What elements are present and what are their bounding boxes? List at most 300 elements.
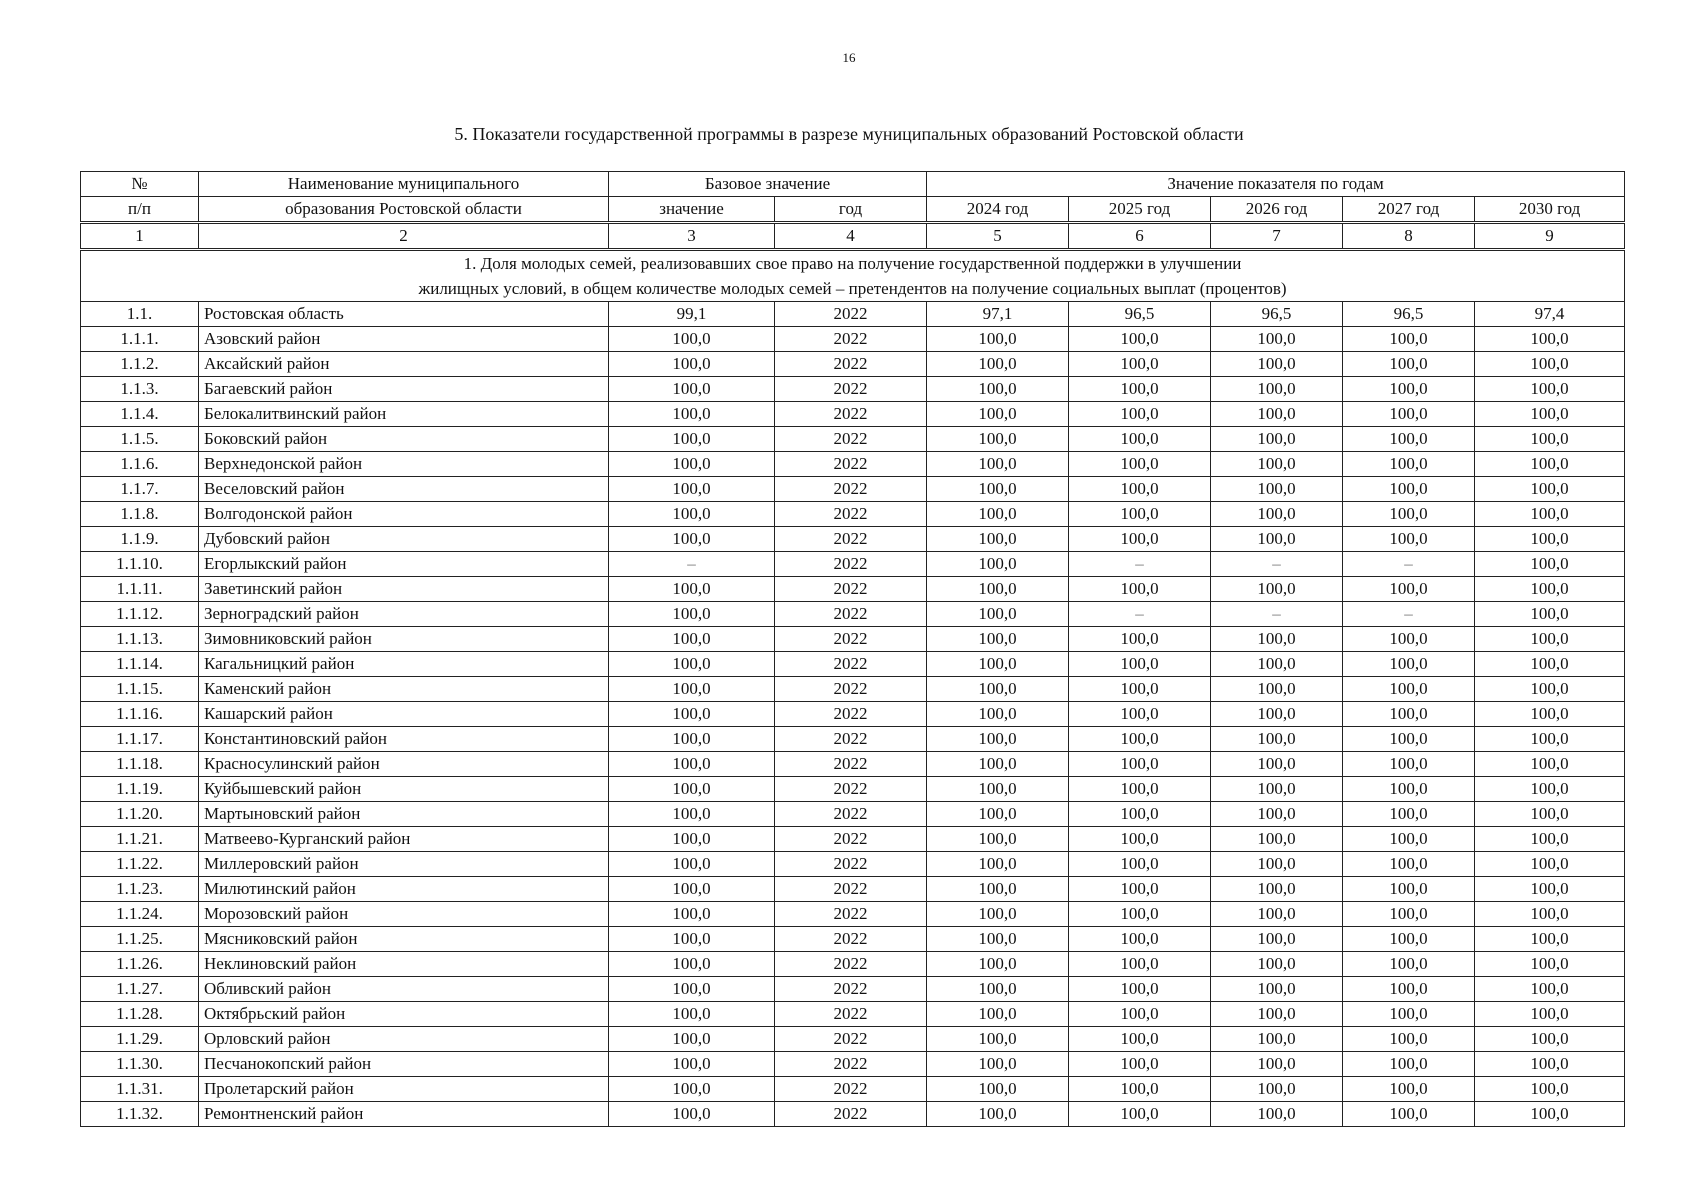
value-2027: 100,0 (1343, 977, 1475, 1002)
table-row (81, 502, 1625, 527)
column-number: 9 (1475, 223, 1625, 250)
value-2026: – (1211, 552, 1343, 577)
value-2027: 100,0 (1343, 727, 1475, 752)
value-2026: – (1211, 602, 1343, 627)
value-2027: 100,0 (1343, 852, 1475, 877)
row-number: 1.1.23. (81, 877, 199, 902)
section-heading-row (81, 250, 1625, 302)
value-2024: 100,0 (927, 577, 1069, 602)
value-2027: – (1343, 552, 1475, 577)
value-2027: 100,0 (1343, 377, 1475, 402)
table-row (81, 927, 1625, 952)
base-value: 100,0 (609, 352, 775, 377)
base-value: 100,0 (609, 402, 775, 427)
base-year: 2022 (775, 652, 927, 677)
value-2024: 100,0 (927, 777, 1069, 802)
header-base-value: значение (609, 197, 775, 223)
municipality-name: Ростовская область (199, 302, 609, 327)
value-2026: 100,0 (1211, 1102, 1343, 1127)
column-number: 1 (81, 223, 199, 250)
value-2030: 100,0 (1475, 852, 1625, 877)
base-year: 2022 (775, 677, 927, 702)
header-year: 2027 год (1343, 197, 1475, 223)
value-2026: 100,0 (1211, 327, 1343, 352)
row-number: 1.1.4. (81, 402, 199, 427)
value-2024: 100,0 (927, 602, 1069, 627)
value-2030: 100,0 (1475, 627, 1625, 652)
value-2024: 100,0 (927, 852, 1069, 877)
base-value: – (609, 552, 775, 577)
base-year: 2022 (775, 802, 927, 827)
header-number: № (81, 172, 199, 197)
table-row (81, 952, 1625, 977)
value-2030: 100,0 (1475, 652, 1625, 677)
base-year: 2022 (775, 602, 927, 627)
value-2027: 100,0 (1343, 952, 1475, 977)
value-2025: 100,0 (1069, 577, 1211, 602)
base-value: 100,0 (609, 677, 775, 702)
value-2026: 100,0 (1211, 977, 1343, 1002)
value-2025: 100,0 (1069, 727, 1211, 752)
row-number: 1.1.22. (81, 852, 199, 877)
value-2026: 100,0 (1211, 902, 1343, 927)
section-heading-line: жилищных условий, в общем количестве молодых семей – претендентов на получение социальных выплат (процентов) (418, 279, 1287, 298)
base-value: 100,0 (609, 1077, 775, 1102)
value-2026: 100,0 (1211, 577, 1343, 602)
municipality-name: Неклиновский район (199, 952, 609, 977)
value-2024: 100,0 (927, 752, 1069, 777)
row-number: 1.1.17. (81, 727, 199, 752)
value-2027: 100,0 (1343, 1102, 1475, 1127)
base-year: 2022 (775, 977, 927, 1002)
value-2027: 100,0 (1343, 702, 1475, 727)
value-2025: 100,0 (1069, 502, 1211, 527)
row-number: 1.1.19. (81, 777, 199, 802)
table-row (81, 902, 1625, 927)
value-2030: 100,0 (1475, 527, 1625, 552)
value-2024: 100,0 (927, 802, 1069, 827)
municipality-name: Дубовский район (199, 527, 609, 552)
table-row (81, 402, 1625, 427)
table-row (81, 852, 1625, 877)
value-2030: 100,0 (1475, 777, 1625, 802)
value-2025: 100,0 (1069, 1102, 1211, 1127)
base-year: 2022 (775, 902, 927, 927)
value-2027: 100,0 (1343, 527, 1475, 552)
table-row (81, 752, 1625, 777)
value-2030: 100,0 (1475, 577, 1625, 602)
base-value: 100,0 (609, 977, 775, 1002)
municipality-name: Орловский район (199, 1027, 609, 1052)
value-2027: 100,0 (1343, 1002, 1475, 1027)
value-2027: 100,0 (1343, 577, 1475, 602)
base-year: 2022 (775, 952, 927, 977)
value-2026: 100,0 (1211, 777, 1343, 802)
value-2030: 100,0 (1475, 877, 1625, 902)
base-value: 100,0 (609, 477, 775, 502)
value-2025: 100,0 (1069, 752, 1211, 777)
table-row (81, 477, 1625, 502)
value-2024: 100,0 (927, 952, 1069, 977)
row-number: 1.1.20. (81, 802, 199, 827)
value-2030: 97,4 (1475, 302, 1625, 327)
base-value: 100,0 (609, 802, 775, 827)
header-name: Наименование муниципального (199, 172, 609, 197)
base-year: 2022 (775, 627, 927, 652)
table-row (81, 827, 1625, 852)
value-2025: 100,0 (1069, 327, 1211, 352)
base-year: 2022 (775, 427, 927, 452)
value-2027: 100,0 (1343, 1077, 1475, 1102)
municipality-name: Каменский район (199, 677, 609, 702)
value-2024: 100,0 (927, 1052, 1069, 1077)
base-year: 2022 (775, 1027, 927, 1052)
base-value: 100,0 (609, 377, 775, 402)
base-value: 100,0 (609, 1002, 775, 1027)
value-2024: 100,0 (927, 1102, 1069, 1127)
value-2026: 100,0 (1211, 652, 1343, 677)
value-2026: 100,0 (1211, 852, 1343, 877)
value-2024: 100,0 (927, 377, 1069, 402)
row-number: 1.1.15. (81, 677, 199, 702)
municipality-name: Кагальницкий район (199, 652, 609, 677)
base-value: 100,0 (609, 827, 775, 852)
row-number: 1.1.28. (81, 1002, 199, 1027)
value-2024: 100,0 (927, 977, 1069, 1002)
value-2030: 100,0 (1475, 427, 1625, 452)
value-2024: 100,0 (927, 327, 1069, 352)
base-year: 2022 (775, 1052, 927, 1077)
page-number: 16 (842, 50, 856, 65)
value-2024: 100,0 (927, 827, 1069, 852)
value-2024: 100,0 (927, 502, 1069, 527)
value-2025: 100,0 (1069, 777, 1211, 802)
value-2025: 100,0 (1069, 1027, 1211, 1052)
table-row (81, 777, 1625, 802)
base-value: 100,0 (609, 627, 775, 652)
base-year: 2022 (775, 352, 927, 377)
value-2024: 100,0 (927, 1027, 1069, 1052)
base-year: 2022 (775, 827, 927, 852)
value-2027: 100,0 (1343, 927, 1475, 952)
base-year: 2022 (775, 852, 927, 877)
base-value: 100,0 (609, 427, 775, 452)
value-2030: 100,0 (1475, 1102, 1625, 1127)
column-number: 2 (199, 223, 609, 250)
row-number: 1.1.26. (81, 952, 199, 977)
table-row (81, 327, 1625, 352)
value-2026: 100,0 (1211, 402, 1343, 427)
value-2024: 100,0 (927, 527, 1069, 552)
base-year: 2022 (775, 302, 927, 327)
base-value: 100,0 (609, 927, 775, 952)
value-2026: 100,0 (1211, 377, 1343, 402)
municipality-name: Заветинский район (199, 577, 609, 602)
base-value: 100,0 (609, 652, 775, 677)
municipality-name: Веселовский район (199, 477, 609, 502)
value-2025: 100,0 (1069, 827, 1211, 852)
value-2027: 100,0 (1343, 827, 1475, 852)
municipality-name: Пролетарский район (199, 1077, 609, 1102)
base-year: 2022 (775, 327, 927, 352)
row-number: 1.1.32. (81, 1102, 199, 1127)
base-value: 100,0 (609, 527, 775, 552)
base-value: 100,0 (609, 727, 775, 752)
row-number: 1.1.27. (81, 977, 199, 1002)
municipality-name: Морозовский район (199, 902, 609, 927)
value-2026: 100,0 (1211, 1002, 1343, 1027)
table-row (81, 1002, 1625, 1027)
base-year: 2022 (775, 577, 927, 602)
base-value: 100,0 (609, 877, 775, 902)
municipality-name: Мартыновский район (199, 802, 609, 827)
value-2025: 100,0 (1069, 527, 1211, 552)
base-year: 2022 (775, 377, 927, 402)
section-heading-line: 1. Доля молодых семей, реализовавших свое право на получение государственной поддержки в улучшении (463, 254, 1242, 273)
base-year: 2022 (775, 702, 927, 727)
row-number: 1.1.3. (81, 377, 199, 402)
table-row (81, 602, 1625, 627)
value-2026: 100,0 (1211, 352, 1343, 377)
base-year: 2022 (775, 477, 927, 502)
row-number: 1.1.18. (81, 752, 199, 777)
value-2025: 100,0 (1069, 977, 1211, 1002)
indicators-table (80, 171, 1625, 1127)
row-number: 1.1.16. (81, 702, 199, 727)
value-2024: 100,0 (927, 652, 1069, 677)
value-2027: 100,0 (1343, 452, 1475, 477)
value-2030: 100,0 (1475, 402, 1625, 427)
value-2027: 100,0 (1343, 802, 1475, 827)
value-2030: 100,0 (1475, 677, 1625, 702)
value-2025: 100,0 (1069, 377, 1211, 402)
base-year: 2022 (775, 877, 927, 902)
value-2025: 100,0 (1069, 902, 1211, 927)
value-2027: 100,0 (1343, 902, 1475, 927)
value-2030: 100,0 (1475, 352, 1625, 377)
base-year: 2022 (775, 552, 927, 577)
municipality-name: Мясниковский район (199, 927, 609, 952)
value-2025: 100,0 (1069, 677, 1211, 702)
base-value: 100,0 (609, 1102, 775, 1127)
municipality-name: Верхнедонской район (199, 452, 609, 477)
value-2026: 100,0 (1211, 1052, 1343, 1077)
value-2026: 100,0 (1211, 452, 1343, 477)
municipality-name: Белокалитвинский район (199, 402, 609, 427)
value-2027: 100,0 (1343, 627, 1475, 652)
value-2027: 100,0 (1343, 677, 1475, 702)
base-year: 2022 (775, 527, 927, 552)
value-2027: 100,0 (1343, 777, 1475, 802)
value-2030: 100,0 (1475, 977, 1625, 1002)
value-2025: 96,5 (1069, 302, 1211, 327)
value-2025: 100,0 (1069, 627, 1211, 652)
column-number: 4 (775, 223, 927, 250)
municipality-name: Куйбышевский район (199, 777, 609, 802)
base-year: 2022 (775, 927, 927, 952)
base-year: 2022 (775, 752, 927, 777)
row-number: 1.1.29. (81, 1027, 199, 1052)
base-value: 100,0 (609, 1052, 775, 1077)
value-2030: 100,0 (1475, 1052, 1625, 1077)
value-2030: 100,0 (1475, 502, 1625, 527)
value-2024: 100,0 (927, 402, 1069, 427)
row-number: 1.1.7. (81, 477, 199, 502)
value-2027: – (1343, 602, 1475, 627)
base-value: 100,0 (609, 852, 775, 877)
table-header-row (81, 172, 1625, 197)
municipality-name: Матвеево-Курганский район (199, 827, 609, 852)
municipality-name: Обливский район (199, 977, 609, 1002)
row-number: 1.1.6. (81, 452, 199, 477)
value-2027: 100,0 (1343, 652, 1475, 677)
value-2030: 100,0 (1475, 702, 1625, 727)
value-2030: 100,0 (1475, 1002, 1625, 1027)
municipality-name: Милютинский район (199, 877, 609, 902)
value-2025: 100,0 (1069, 952, 1211, 977)
base-year: 2022 (775, 452, 927, 477)
value-2027: 100,0 (1343, 1027, 1475, 1052)
value-2027: 100,0 (1343, 1052, 1475, 1077)
municipality-name: Боковский район (199, 427, 609, 452)
value-2024: 100,0 (927, 677, 1069, 702)
value-2024: 100,0 (927, 477, 1069, 502)
row-number: 1.1.2. (81, 352, 199, 377)
table-row (81, 1052, 1625, 1077)
table-subheader-row (81, 197, 1625, 223)
value-2024: 100,0 (927, 427, 1069, 452)
value-2025: 100,0 (1069, 877, 1211, 902)
value-2026: 100,0 (1211, 1027, 1343, 1052)
row-number: 1.1.1. (81, 327, 199, 352)
table-row (81, 577, 1625, 602)
value-2026: 100,0 (1211, 1077, 1343, 1102)
value-2024: 100,0 (927, 927, 1069, 952)
row-number: 1.1.10. (81, 552, 199, 577)
value-2026: 100,0 (1211, 477, 1343, 502)
header-year: 2026 год (1211, 197, 1343, 223)
table-row (81, 727, 1625, 752)
table-row (81, 702, 1625, 727)
value-2027: 100,0 (1343, 752, 1475, 777)
base-year: 2022 (775, 402, 927, 427)
municipality-name: Миллеровский район (199, 852, 609, 877)
base-value: 100,0 (609, 577, 775, 602)
base-value: 99,1 (609, 302, 775, 327)
table-row (81, 302, 1625, 327)
base-value: 100,0 (609, 452, 775, 477)
value-2027: 100,0 (1343, 402, 1475, 427)
value-2024: 100,0 (927, 702, 1069, 727)
base-value: 100,0 (609, 702, 775, 727)
table-row (81, 677, 1625, 702)
table-row (81, 427, 1625, 452)
value-2027: 100,0 (1343, 502, 1475, 527)
municipality-name: Ремонтненский район (199, 1102, 609, 1127)
value-2030: 100,0 (1475, 952, 1625, 977)
value-2030: 100,0 (1475, 602, 1625, 627)
base-value: 100,0 (609, 952, 775, 977)
municipality-name: Волгодонской район (199, 502, 609, 527)
value-2024: 100,0 (927, 1002, 1069, 1027)
row-number: 1.1.14. (81, 652, 199, 677)
value-2026: 100,0 (1211, 727, 1343, 752)
row-number: 1.1.9. (81, 527, 199, 552)
table-row (81, 452, 1625, 477)
table-row (81, 652, 1625, 677)
row-number: 1.1.11. (81, 577, 199, 602)
value-2025: 100,0 (1069, 427, 1211, 452)
table-row (81, 977, 1625, 1002)
table-row (81, 1077, 1625, 1102)
value-2027: 100,0 (1343, 352, 1475, 377)
value-2024: 100,0 (927, 452, 1069, 477)
base-value: 100,0 (609, 502, 775, 527)
base-year: 2022 (775, 1002, 927, 1027)
value-2030: 100,0 (1475, 902, 1625, 927)
value-2025: 100,0 (1069, 402, 1211, 427)
value-2030: 100,0 (1475, 802, 1625, 827)
header-year: 2025 год (1069, 197, 1211, 223)
column-number: 3 (609, 223, 775, 250)
base-value: 100,0 (609, 602, 775, 627)
table-row (81, 377, 1625, 402)
row-number: 1.1. (81, 302, 199, 327)
value-2026: 100,0 (1211, 827, 1343, 852)
table-row (81, 527, 1625, 552)
base-year: 2022 (775, 1102, 927, 1127)
base-year: 2022 (775, 1077, 927, 1102)
municipality-name: Красносулинский район (199, 752, 609, 777)
municipality-name: Багаевский район (199, 377, 609, 402)
header-number-sub: п/п (81, 197, 199, 223)
value-2030: 100,0 (1475, 452, 1625, 477)
row-number: 1.1.25. (81, 927, 199, 952)
value-2026: 100,0 (1211, 527, 1343, 552)
value-2025: 100,0 (1069, 1002, 1211, 1027)
municipality-name: Азовский район (199, 327, 609, 352)
value-2025: 100,0 (1069, 352, 1211, 377)
value-2030: 100,0 (1475, 727, 1625, 752)
column-number: 8 (1343, 223, 1475, 250)
value-2026: 100,0 (1211, 802, 1343, 827)
value-2027: 100,0 (1343, 427, 1475, 452)
base-year: 2022 (775, 502, 927, 527)
value-2026: 100,0 (1211, 702, 1343, 727)
row-number: 1.1.30. (81, 1052, 199, 1077)
base-value: 100,0 (609, 327, 775, 352)
value-2024: 97,1 (927, 302, 1069, 327)
base-year: 2022 (775, 727, 927, 752)
value-2024: 100,0 (927, 902, 1069, 927)
header-years-group: Значение показателя по годам (927, 172, 1625, 197)
value-2026: 100,0 (1211, 627, 1343, 652)
value-2027: 100,0 (1343, 477, 1475, 502)
table-row (81, 627, 1625, 652)
value-2030: 100,0 (1475, 477, 1625, 502)
header-base-value-group: Базовое значение (609, 172, 927, 197)
value-2025: 100,0 (1069, 702, 1211, 727)
value-2024: 100,0 (927, 727, 1069, 752)
value-2026: 96,5 (1211, 302, 1343, 327)
row-number: 1.1.13. (81, 627, 199, 652)
value-2030: 100,0 (1475, 552, 1625, 577)
value-2026: 100,0 (1211, 752, 1343, 777)
value-2026: 100,0 (1211, 927, 1343, 952)
value-2026: 100,0 (1211, 877, 1343, 902)
value-2027: 96,5 (1343, 302, 1475, 327)
header-year: 2024 год (927, 197, 1069, 223)
